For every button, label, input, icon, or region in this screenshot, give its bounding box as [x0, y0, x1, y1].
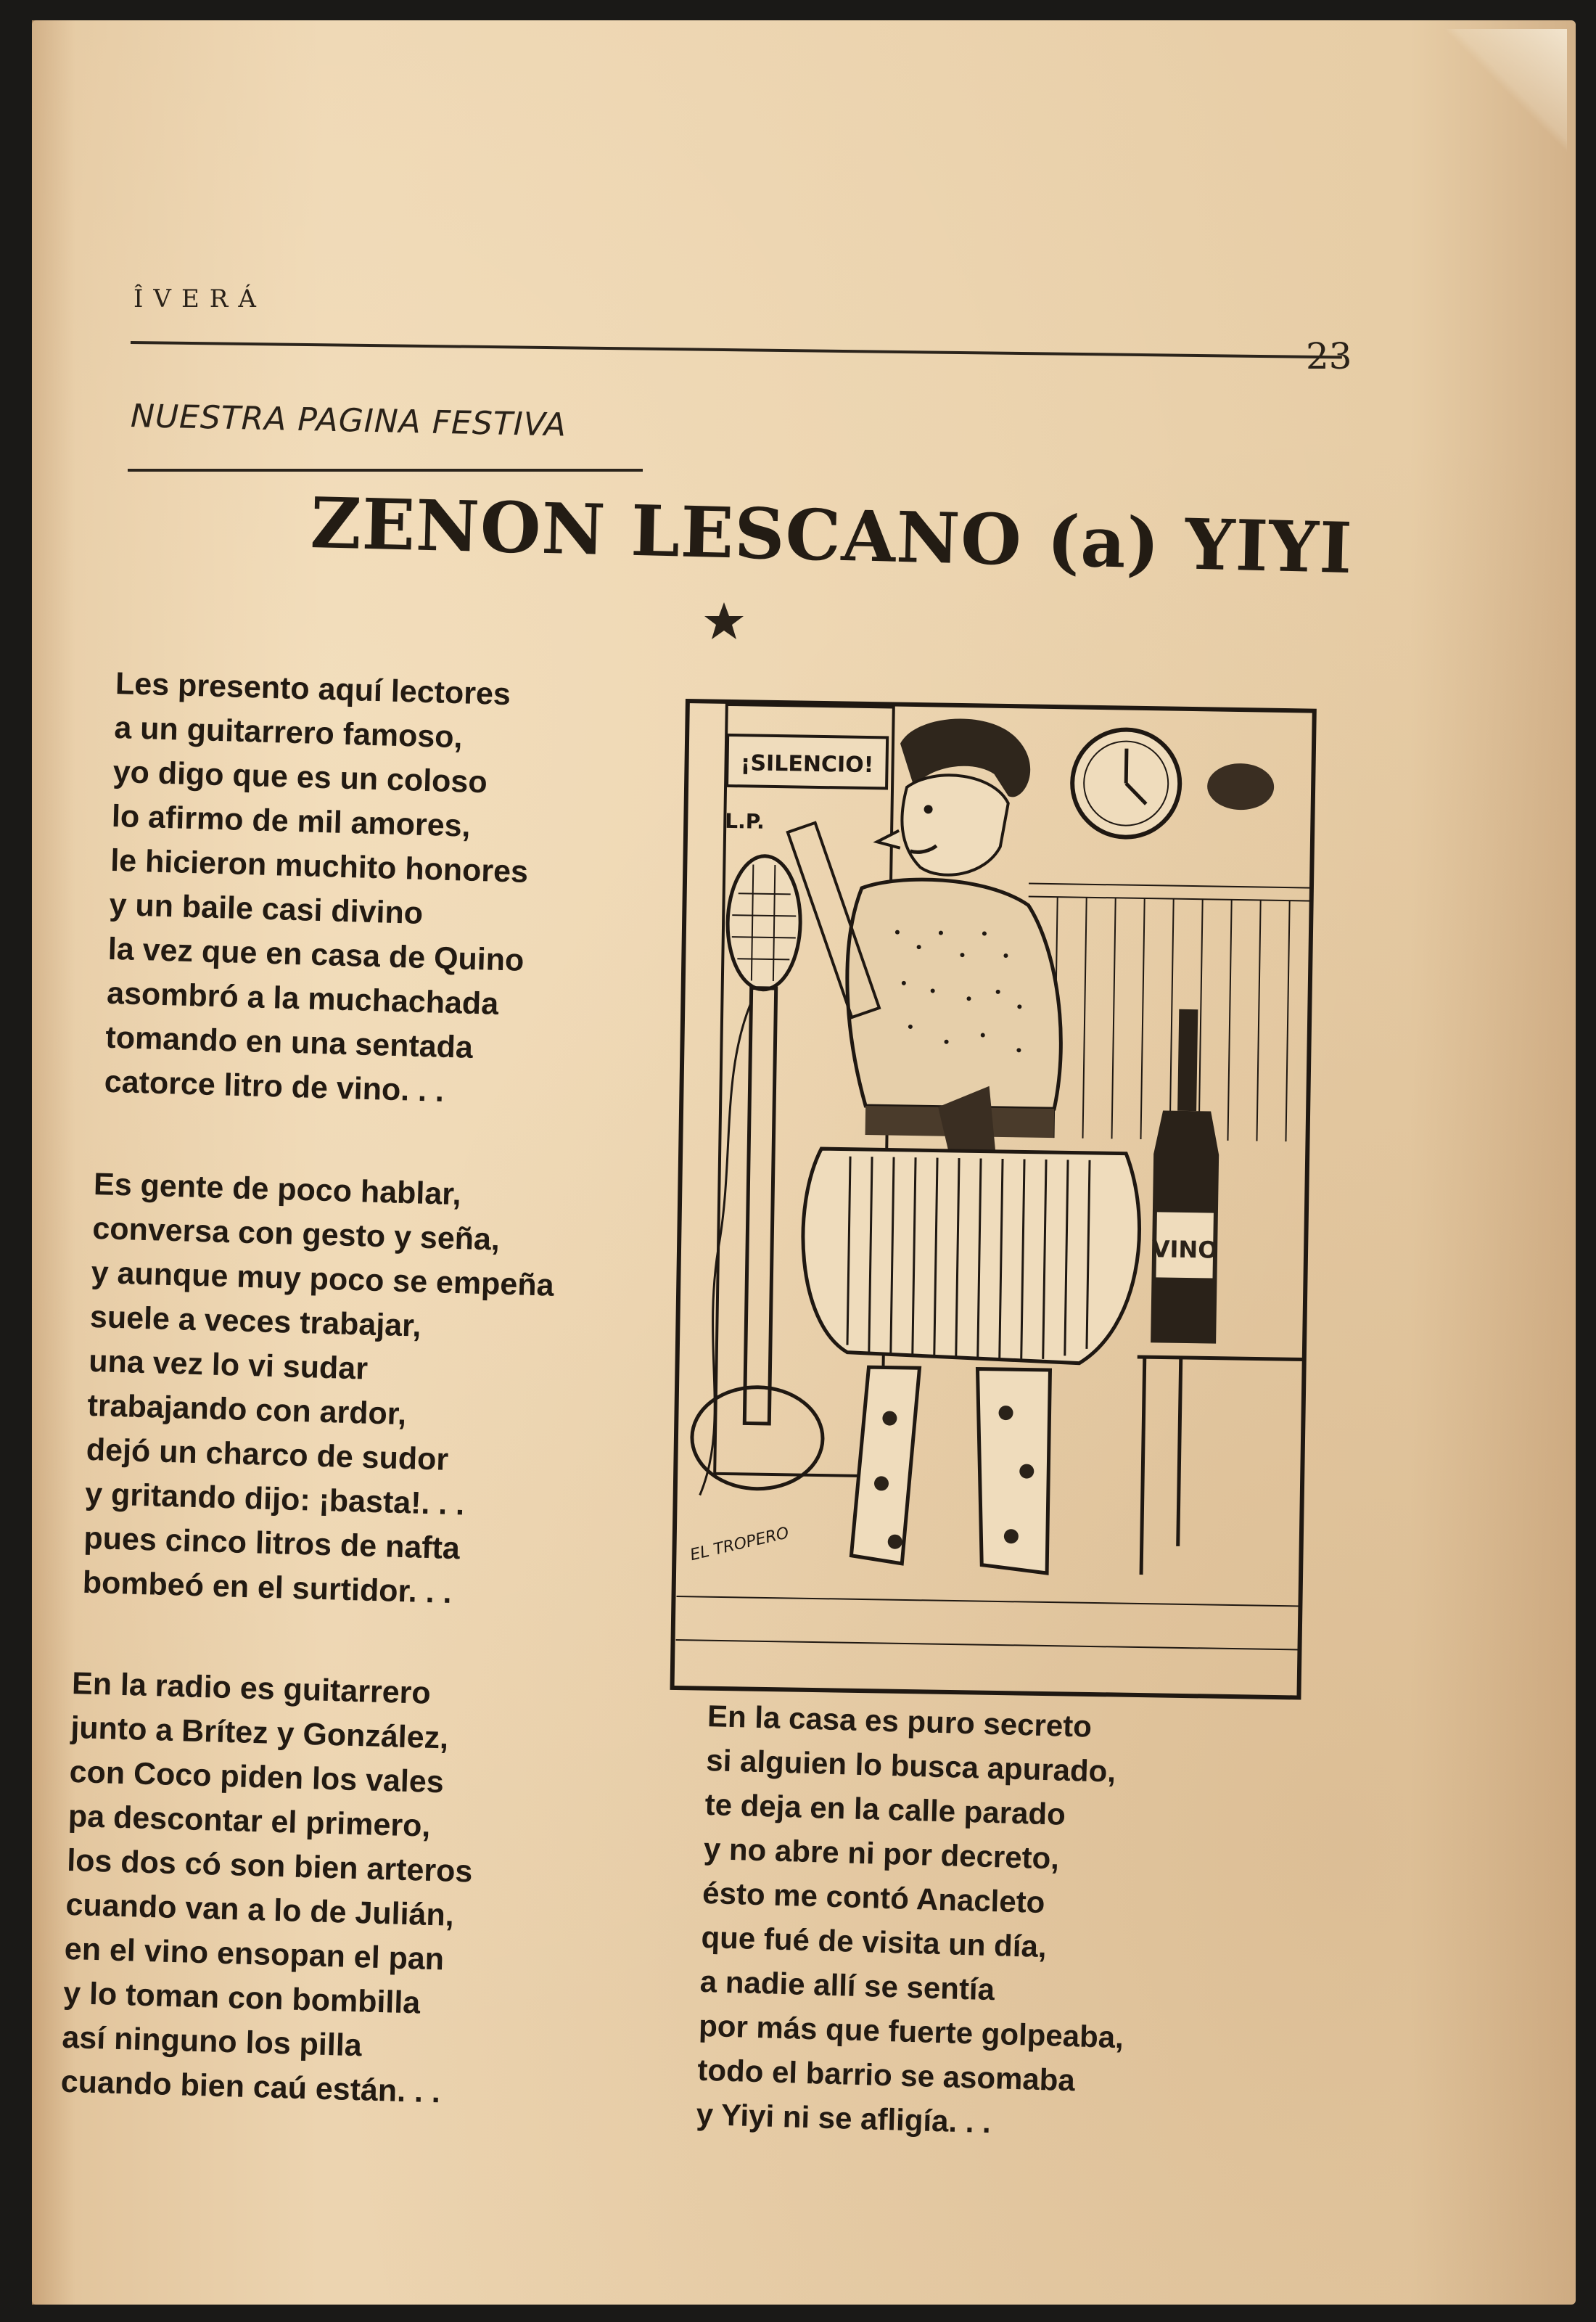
verse-line: y no abre ni por decreto, [703, 1831, 1060, 1876]
verse-line: trabajando con ardor, [86, 1387, 407, 1432]
verse-line: y gritando dijo: ¡basta!. . . [84, 1476, 465, 1522]
verse-line: En la casa es puro secreto [707, 1698, 1093, 1744]
verse-line: En la radio es guitarrero [71, 1665, 432, 1711]
stanza-3 [60, 1662, 478, 2115]
verse-line: cuando van a lo de Julián, [65, 1887, 455, 1933]
verse-line: Es gente de poco hablar, [93, 1166, 462, 1213]
verse-line: ésto me contó Anacleto [702, 1875, 1046, 1920]
verse-line: y Yiyi ni se afligía. . . [696, 2096, 992, 2140]
verse-line: suele a veces trabajar, [89, 1299, 422, 1344]
verse-line: asombró a la muchachada [106, 975, 499, 1022]
poem-title: ZENON LESCANO (a) YIYI [309, 482, 1354, 590]
publication-name: ÎVERÁ [133, 284, 266, 313]
microphone [691, 808, 833, 1490]
verse-line: con Coco piden los vales [69, 1754, 445, 1800]
stanza-1 [104, 662, 534, 1116]
verse-line: en el vino ensopan el pan [64, 1931, 445, 1977]
verse-line: Les presento aquí lectores [115, 665, 511, 713]
verse-line: la vez que en casa de Quino [107, 931, 525, 978]
verse-line: así ninguno los pilla [61, 2019, 363, 2064]
verse-line: dejó un charco de sudor [86, 1432, 449, 1477]
verse-line: yo digo que es un coloso [112, 754, 488, 800]
stanza-4 [696, 1694, 1133, 2148]
verse-line: catorce litro de vino. . . [104, 1064, 445, 1109]
verse-line: junto a Brítez y González, [70, 1710, 449, 1756]
section-label: NUESTRA PAGINA FESTIVA [130, 398, 567, 444]
verse-line: pues cinco litros de nafta [83, 1520, 461, 1567]
verse-line: si alguien lo busca apurado, [705, 1742, 1116, 1789]
section-underline [128, 469, 643, 472]
wall-plaque [1207, 763, 1275, 810]
verse-line: tomando en una sentada [104, 1020, 474, 1065]
verse-line: pa descontar el primero, [67, 1798, 431, 1844]
verse-line: todo el barrio se asomaba [696, 2052, 1076, 2098]
wine-bottle [1151, 1009, 1222, 1343]
svg-text:L.P.: L.P. [725, 808, 765, 834]
page-number: 23 [1306, 335, 1352, 377]
silencio-sign-text: ¡SILENCIO! [740, 750, 874, 779]
verse-line: le hicieron muchito honores [110, 842, 529, 890]
caricature-illustration [667, 697, 1318, 1702]
verse-line: a un guitarrero famoso, [113, 710, 464, 755]
verse-line: conversa con gesto y seña, [91, 1210, 501, 1258]
verse-line: y lo toman con bombilla [62, 1975, 421, 2021]
figure-yiyi [776, 716, 1148, 1575]
verse-line: por más que fuerte golpeaba, [698, 2008, 1124, 2055]
verse-line: bombeó en el surtidor. . . [82, 1564, 453, 1610]
verse-line: a nadie allí se sentía [699, 1964, 995, 2007]
stanza-2 [82, 1162, 557, 1618]
svg-text:VINO: VINO [1151, 1235, 1218, 1264]
page-corner-fold [1444, 29, 1567, 152]
verse-line: y un baile casi divino [108, 887, 424, 931]
verse-line: una vez lo vi sudar [88, 1343, 369, 1387]
verse-line: y aunque muy poco se empeña [91, 1255, 555, 1303]
star-icon [702, 599, 746, 643]
verse-line: los dos có son bien arteros [66, 1842, 473, 1890]
verse-line: lo afirmo de mil amores, [111, 798, 472, 844]
verse-line: te deja en la calle parado [704, 1786, 1066, 1831]
side-table [1134, 1357, 1304, 1578]
verse-line: que fué de visita un día, [700, 1919, 1048, 1964]
verse-line: cuando bien caú están. . . [60, 2064, 441, 2110]
artist-signature: EL TROPERO [688, 1524, 791, 1565]
